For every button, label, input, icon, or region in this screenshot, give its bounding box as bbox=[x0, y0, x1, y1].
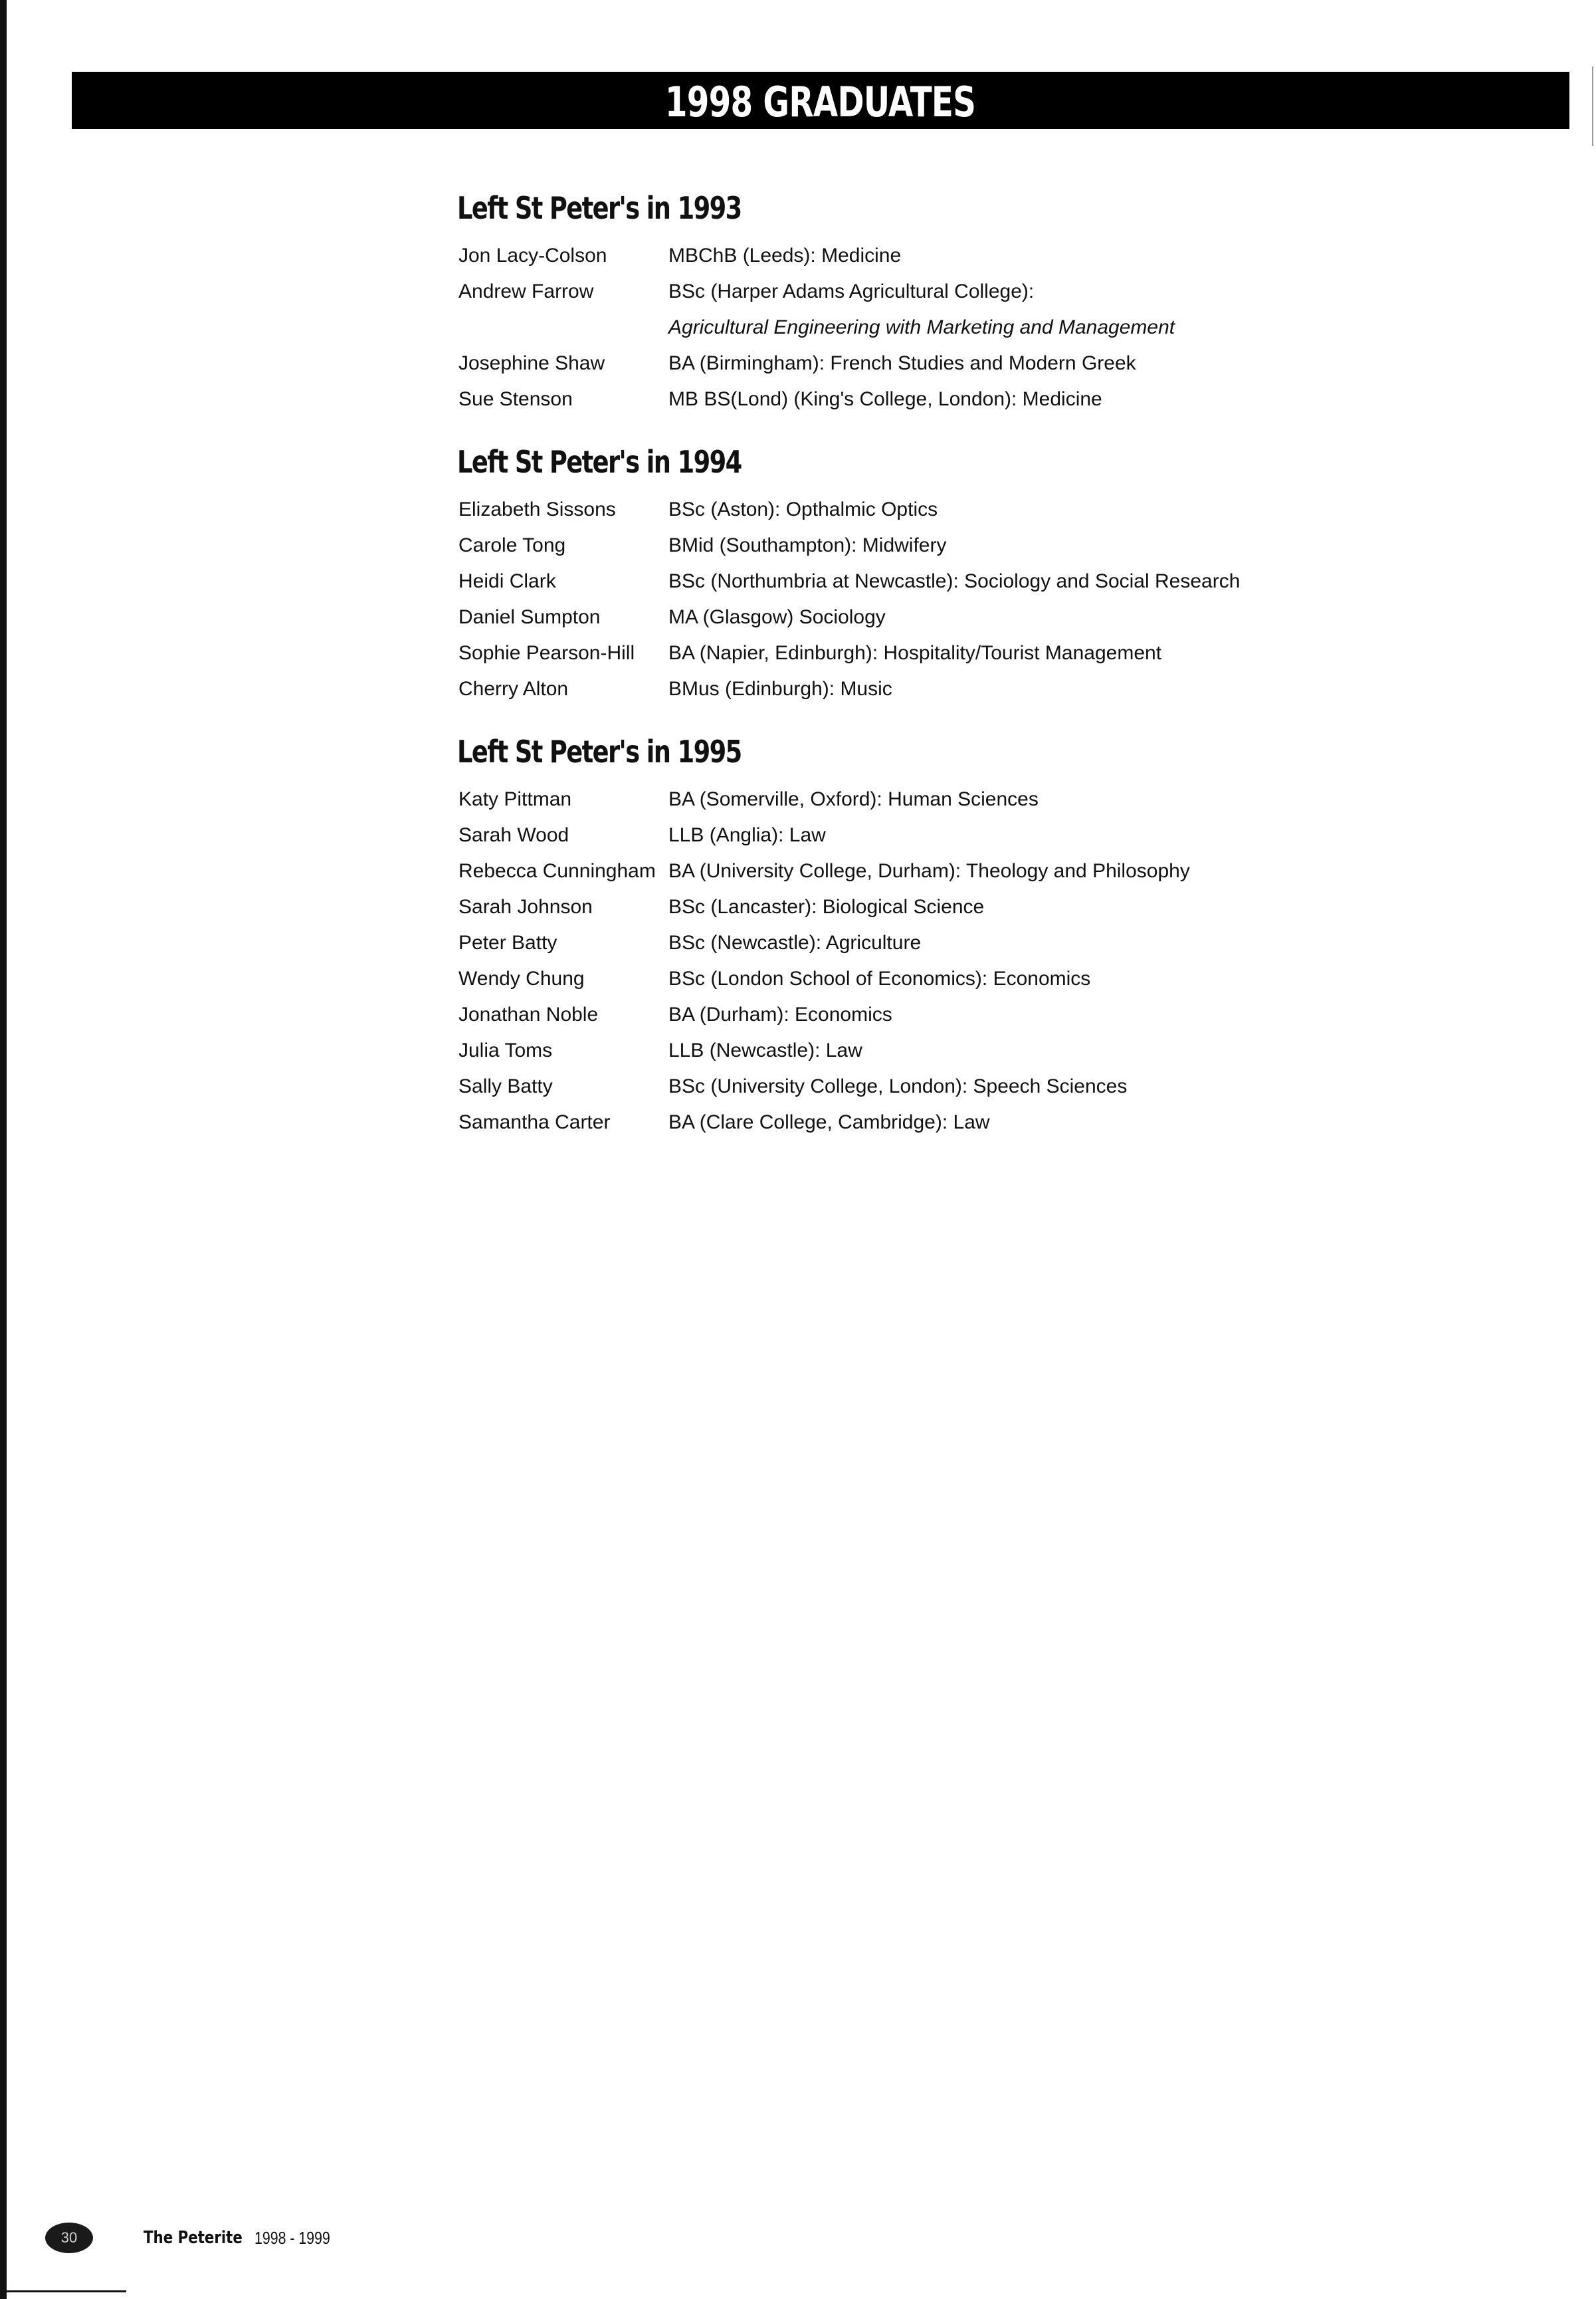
graduate-degree: BSc (Northumbria at Newcastle): Sociology and Social Research bbox=[668, 570, 1241, 592]
graduate-degree: MBChB (Leeds): Medicine bbox=[668, 245, 902, 267]
graduate-degree: BMid (Southampton): Midwifery bbox=[668, 534, 947, 556]
page-edge-rule bbox=[0, 0, 7, 2299]
graduate-row bbox=[458, 889, 1455, 925]
graduate-row bbox=[458, 961, 1455, 997]
graduate-degree: BSc (Harper Adams Agricultural College): bbox=[668, 280, 1035, 302]
page-footer bbox=[45, 2223, 347, 2253]
publication-title: The Peterite bbox=[144, 2228, 243, 2248]
page-title: 1998 GRADUATES bbox=[665, 77, 976, 126]
graduates-section bbox=[458, 441, 1455, 707]
graduate-name: Samantha Carter bbox=[458, 1111, 611, 1133]
graduate-row bbox=[458, 1033, 1455, 1069]
graduate-name: Sophie Pearson-Hill bbox=[458, 642, 635, 664]
graduate-name: Daniel Sumpton bbox=[458, 606, 601, 628]
section-heading: Left St Peter's in 1993 bbox=[457, 190, 742, 226]
graduate-name: Sarah Wood bbox=[458, 824, 569, 846]
graduate-row bbox=[458, 564, 1455, 600]
graduates-section bbox=[458, 187, 1455, 417]
graduate-row bbox=[458, 925, 1455, 961]
graduate-name: Jonathan Noble bbox=[458, 1004, 599, 1026]
graduate-degree: BSc (University College, London): Speech Sciences bbox=[668, 1075, 1128, 1097]
graduate-degree: LLB (Anglia): Law bbox=[668, 824, 826, 846]
graduate-degree: BMus (Edinburgh): Music bbox=[668, 678, 892, 700]
graduate-row bbox=[458, 238, 1455, 274]
section-heading: Left St Peter's in 1994 bbox=[457, 444, 742, 480]
graduate-name: Peter Batty bbox=[458, 932, 557, 954]
graduate-row bbox=[458, 1105, 1455, 1141]
graduate-name: Sue Stenson bbox=[458, 388, 573, 410]
graduate-degree: BSc (Aston): Opthalmic Optics bbox=[668, 498, 938, 520]
page-number: 30 bbox=[45, 2223, 93, 2253]
graduate-name: Wendy Chung bbox=[458, 968, 585, 990]
graduate-row bbox=[458, 1069, 1455, 1105]
graduate-row bbox=[458, 782, 1455, 818]
graduate-degree: BA (Napier, Edinburgh): Hospitality/Tourist Management bbox=[668, 642, 1162, 664]
graduate-row bbox=[458, 274, 1455, 310]
graduate-row-continuation bbox=[458, 310, 1455, 346]
graduate-row bbox=[458, 346, 1455, 382]
graduate-name: Sarah Johnson bbox=[458, 896, 593, 918]
graduates-list bbox=[458, 187, 1455, 1164]
graduate-row bbox=[458, 997, 1455, 1033]
graduate-name: Sally Batty bbox=[458, 1075, 553, 1097]
graduate-row bbox=[458, 635, 1455, 671]
graduate-name: Elizabeth Sissons bbox=[458, 498, 616, 520]
publication-years: 1998 - 1999 bbox=[254, 2227, 331, 2248]
graduate-name: Jon Lacy-Colson bbox=[458, 245, 607, 267]
graduate-degree: BA (University College, Durham): Theology and Philosophy bbox=[668, 860, 1190, 882]
graduate-row bbox=[458, 853, 1455, 889]
graduate-degree: BA (Somerville, Oxford): Human Sciences bbox=[668, 788, 1039, 810]
graduate-row bbox=[458, 382, 1455, 417]
graduate-row bbox=[458, 528, 1455, 564]
section-heading: Left St Peter's in 1995 bbox=[457, 734, 742, 770]
graduate-name: Rebecca Cunningham bbox=[458, 860, 656, 882]
graduate-degree: BA (Clare College, Cambridge): Law bbox=[668, 1111, 990, 1133]
title-banner bbox=[72, 72, 1569, 129]
graduate-degree: BSc (London School of Economics): Economics bbox=[668, 968, 1091, 990]
footer-rule bbox=[0, 2290, 126, 2292]
graduate-name: Cherry Alton bbox=[458, 678, 569, 700]
graduate-row bbox=[458, 818, 1455, 853]
graduate-degree: BSc (Newcastle): Agriculture bbox=[668, 932, 922, 954]
graduates-section bbox=[458, 731, 1455, 1141]
graduate-row bbox=[458, 600, 1455, 635]
graduate-degree-continuation: Agricultural Engineering with Marketing and Management bbox=[668, 316, 1175, 338]
graduate-degree: BA (Birmingham): French Studies and Modern Greek bbox=[668, 352, 1136, 374]
graduate-degree: BA (Durham): Economics bbox=[668, 1004, 892, 1026]
graduate-name: Josephine Shaw bbox=[458, 352, 605, 374]
graduate-name: Heidi Clark bbox=[458, 570, 556, 592]
page-edge-mark bbox=[1592, 66, 1593, 146]
graduate-name: Carole Tong bbox=[458, 534, 566, 556]
graduate-row bbox=[458, 492, 1455, 528]
graduate-degree: MB BS(Lond) (King's College, London): Medicine bbox=[668, 388, 1102, 410]
graduate-degree: MA (Glasgow) Sociology bbox=[668, 606, 886, 628]
graduate-name: Katy Pittman bbox=[458, 788, 572, 810]
graduate-degree: BSc (Lancaster): Biological Science bbox=[668, 896, 985, 918]
graduate-name: Andrew Farrow bbox=[458, 280, 594, 302]
graduate-degree: LLB (Newcastle): Law bbox=[668, 1040, 862, 1061]
graduate-row bbox=[458, 671, 1455, 707]
graduate-name: Julia Toms bbox=[458, 1040, 553, 1061]
